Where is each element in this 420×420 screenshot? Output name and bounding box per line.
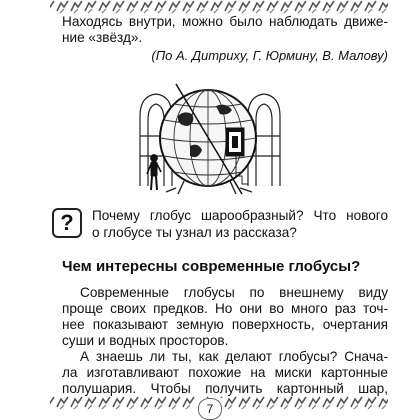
body1-line-2: проще своих предков. Но они во много раз точ- [62, 301, 388, 316]
attribution: (По А. Дитриху, Г. Юрмину, В. Малову) [151, 48, 388, 63]
page-number-holder [196, 398, 224, 420]
intro-line-1: Находясь внутри, можно было наблюдать движе- [62, 14, 388, 29]
body1-line-4: суши и водных просторов. [62, 333, 229, 348]
top-decorative-border [0, 0, 420, 14]
body2-line-1: А знаешь ли ты, как делают глобусы? Снача- [80, 349, 388, 364]
section-heading: Чем интересны современные глобусы? [62, 258, 361, 275]
question-line-2: о глобусе ты узнал из рассказа? [92, 225, 297, 240]
body1-line-1: Современные глобусы по внешнему виду [80, 285, 388, 300]
body1-line-3: нее показывают земную поверхность, очертания [62, 317, 388, 332]
question-mark: ? [60, 210, 74, 235]
question-line-1: Почему глобус шарообразный? Что нового [92, 208, 388, 223]
page-number: 7 [198, 398, 222, 420]
body2-line-3: полушария. Чтобы получить картонный шар, [62, 381, 388, 396]
giant-globe-illustration [118, 76, 298, 201]
body2-line-2: ла изготавливают похожие на миски картонные [62, 365, 388, 380]
intro-line-2: ние «звёзд». [62, 30, 143, 45]
question-icon [52, 208, 82, 238]
